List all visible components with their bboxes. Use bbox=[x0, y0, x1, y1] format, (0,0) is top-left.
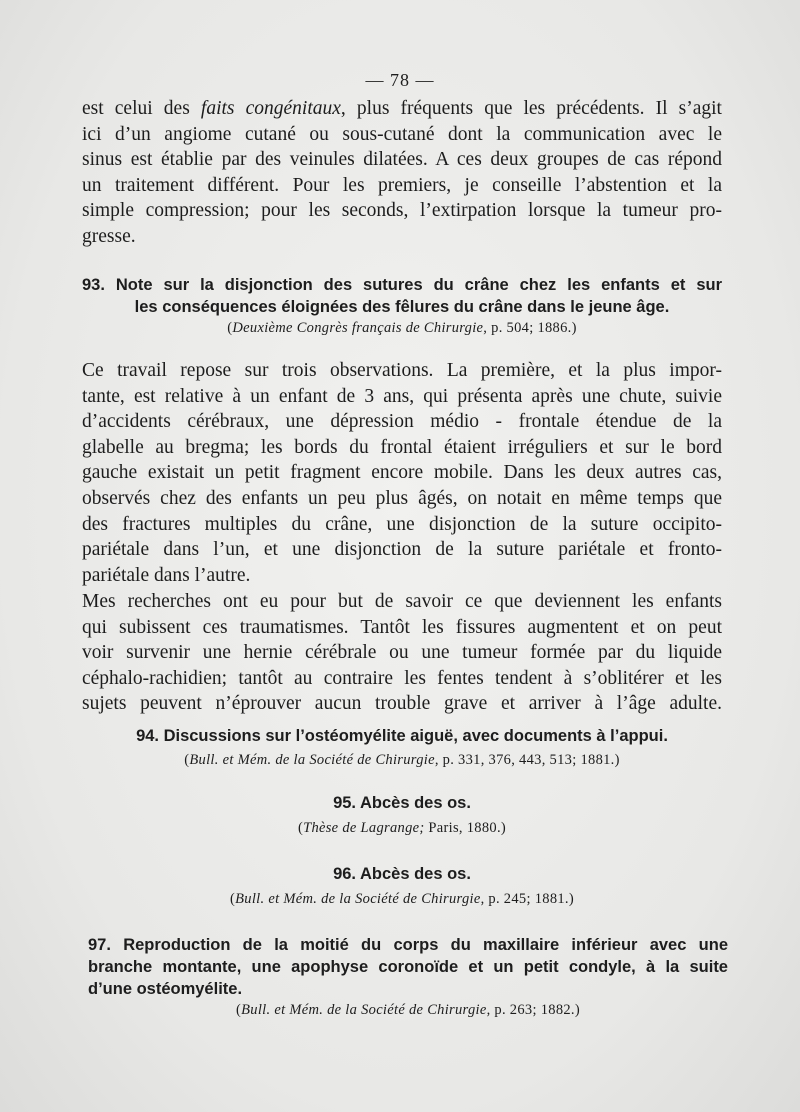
para2-line: voir survenir une hernie cérébrale ou une tumeur formée par du liquide bbox=[82, 642, 722, 664]
entry-93-reference: (Deuxième Congrès français de Chirurgie, p. 504; 1886.) bbox=[227, 320, 577, 336]
para1-line: glabelle au bregma; les bords du frontal étaient irréguliers et sur le bord bbox=[82, 436, 722, 458]
entry-94-reference: (Bull. et Mém. de la Société de Chirurgie, p. 331, 376, 443, 513; 1881.) bbox=[184, 752, 620, 768]
intro-line-5: simple compression; pour les seconds, l’extirpation lorsque la tumeur pro- bbox=[82, 200, 722, 222]
entry-97-title-line-3: d’une ostéomyélite. bbox=[88, 980, 243, 998]
entry-97-reference: (Bull. et Mém. de la Société de Chirurgie, p. 263; 1882.) bbox=[236, 1002, 580, 1018]
intro-line-4: un traitement différent. Pour les premiers, je conseille l’abstention et la bbox=[82, 174, 722, 196]
entry-94-title: 94. Discussions sur l’ostéomyélite aiguë, avec documents à l’appui. bbox=[136, 727, 668, 745]
page-number: — 78 — bbox=[365, 70, 435, 90]
para1-line: pariétale dans l’un, et une disjonction de la suture pariétale et fronto- bbox=[82, 539, 722, 561]
para2-line: sujets peuvent n’éprouver aucun trouble grave et arriver à l’âge adulte. bbox=[82, 693, 722, 715]
entry-96-reference: (Bull. et Mém. de la Société de Chirurgie, p. 245; 1881.) bbox=[230, 891, 574, 907]
para1-line: observés chez des enfants un peu plus âgés, on notait en même temps que bbox=[82, 487, 722, 509]
para2-line: qui subissent ces traumatismes. Tantôt les fissures augmentent et on peut bbox=[82, 616, 722, 638]
para1-line: Ce travail repose sur trois observations. La première, et la plus impor- bbox=[82, 360, 722, 381]
entry-93-title-line-1: 93. Note sur la disjonction des sutures du crâne chez les enfants et sur bbox=[82, 276, 722, 294]
entry-93-title bbox=[82, 274, 722, 318]
para2-line: céphalo-rachidien; tantôt au contraire les fentes tendent à s’oblitérer et les bbox=[82, 667, 722, 689]
entry-97-title bbox=[88, 934, 728, 1000]
para1-line: tante, est relative à un enfant de 3 ans, qui présenta après une chute, suivie bbox=[82, 385, 722, 407]
intro-line-2: ici d’un angiome cutané ou sous-cutané dont la communication avec le bbox=[82, 123, 722, 145]
entry-97-title-line-2: branche montante, une apophyse coronoïde et un petit condyle, à la suite bbox=[88, 958, 728, 976]
para2-line: Mes recherches ont eu pour but de savoir ce que deviennent les enfants bbox=[82, 591, 722, 612]
para1-line: pariétale dans l’autre. bbox=[82, 564, 251, 586]
para1-line: d’accidents cérébraux, une dépression médio - frontale étendue de la bbox=[82, 411, 722, 433]
entry-93-paragraph-2 bbox=[82, 589, 722, 717]
entry-97-title-line-1: 97. Reproduction de la moitié du corps du maxillaire inférieur avec une bbox=[88, 936, 728, 954]
para1-line: gauche existait un petit fragment encore mobile. Dans les deux autres cas, bbox=[82, 462, 722, 484]
entry-93-paragraph-1 bbox=[82, 358, 722, 588]
entry-95-reference: (Thèse de Lagrange; Paris, 1880.) bbox=[297, 820, 507, 836]
intro-line-6: gresse. bbox=[82, 225, 136, 247]
intro-line-3: sinus est établie par des veinules dilatées. A ces deux groupes de cas répond bbox=[82, 149, 722, 171]
entry-95-title: 95. Abcès des os. bbox=[333, 794, 471, 812]
entry-96-title: 96. Abcès des os. bbox=[333, 865, 471, 883]
entry-93-title-line-2: les conséquences éloignées des fêlures du crâne dans le jeune âge. bbox=[134, 298, 670, 316]
para1-line: des fractures multiples du crâne, une disjonction de la suture occipito- bbox=[82, 513, 722, 535]
intro-paragraph bbox=[82, 96, 722, 250]
intro-line-1: est celui des faits congénitaux, plus fréquents que les précédents. Il s’agit bbox=[82, 98, 722, 119]
